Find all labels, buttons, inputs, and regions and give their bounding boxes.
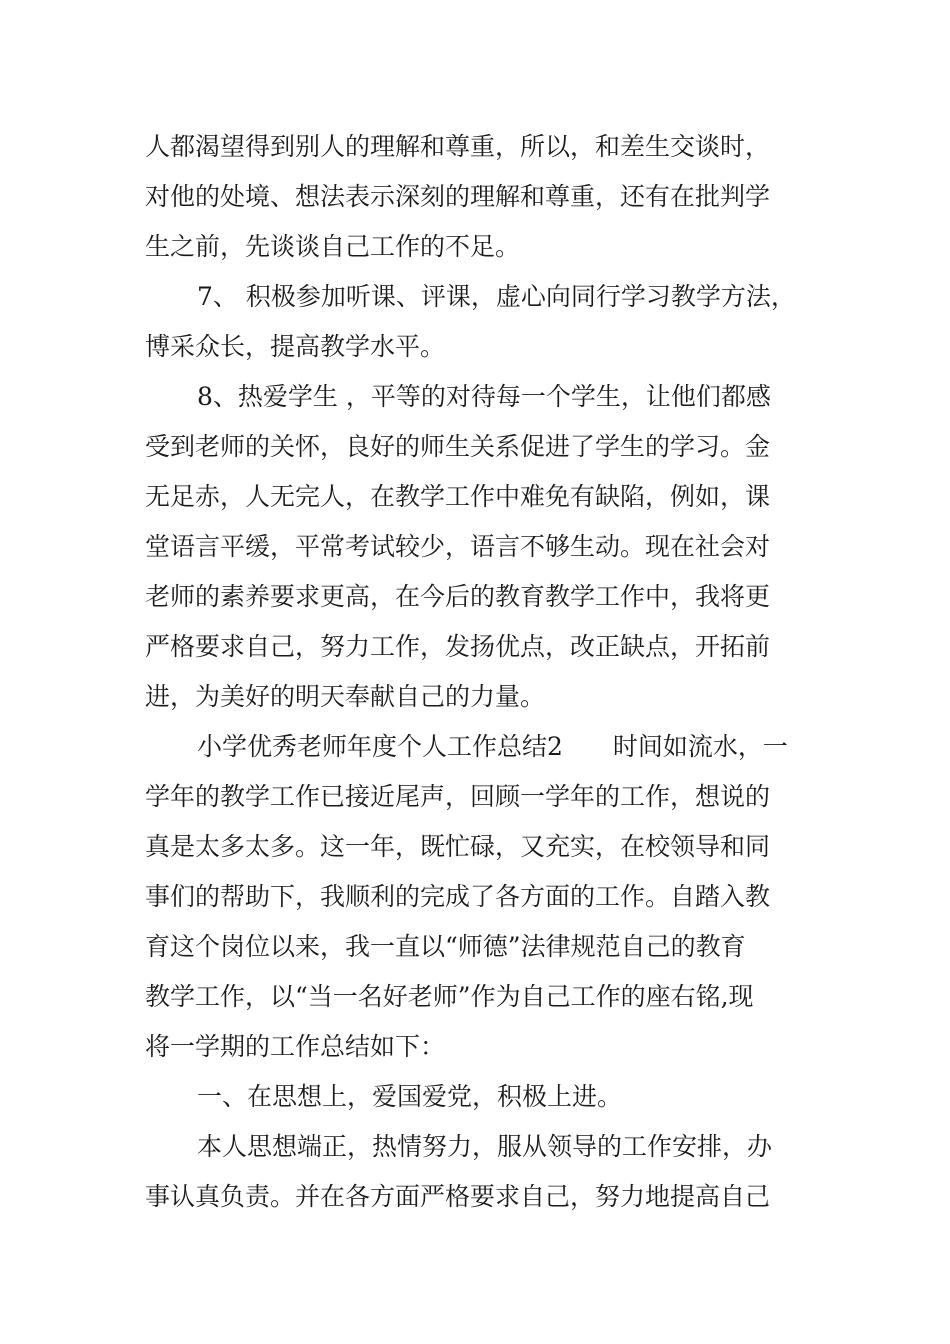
- text-line: 进，为美好的明天奉献自己的力量。: [145, 682, 546, 711]
- text-line: 8、热爱学生 ，平等的对待每一个学生，让他们都感: [197, 382, 771, 411]
- text-line: 受到老师的关怀，良好的师生关系促进了学生的学习。金: [145, 432, 771, 461]
- text-line: 教学工作，以“当一名好老师”作为自己工作的座右铭,现: [145, 982, 754, 1011]
- text-line: 本人思想端正，热情努力，服从领导的工作安排，办: [197, 1132, 773, 1161]
- text-line: 堂语言平缓，平常考试较少，语言不够生动。现在社会对: [145, 532, 771, 561]
- text-line: 事们的帮助下，我顺利的完成了各方面的工作。自踏入教: [145, 882, 771, 911]
- text-line: 严格要求自己，努力工作，发扬优点，改正缺点，开拓前: [145, 632, 771, 661]
- text-line: 人都渴望得到别人的理解和尊重，所以，和差生交谈时，: [145, 132, 771, 161]
- text-line: 育这个岗位以来，我一直以“师德”法律规范自己的教育: [145, 932, 746, 961]
- document-body: [145, 122, 835, 1222]
- text-line: 学年的教学工作已接近尾声，回顾一学年的工作，想说的: [145, 782, 771, 811]
- text-line: 生之前，先谈谈自己工作的不足。: [145, 232, 521, 261]
- text-line: 真是太多太多。这一年，既忙碌，又充实，在校领导和同: [145, 832, 771, 861]
- text-line: 事认真负责。并在各方面严格要求自己，努力地提高自己: [145, 1182, 771, 1211]
- text-line: 对他的处境、想法表示深刻的理解和尊重，还有在批判学: [145, 182, 771, 211]
- subsection-heading-line: 一、在思想上，爱国爱党，积极上进。: [197, 1082, 623, 1111]
- text-line: 将一学期的工作总结如下：: [145, 1032, 446, 1061]
- text-line: 博采众长，提高教学水平。: [145, 332, 446, 361]
- section-heading-line: 小学优秀老师年度个人工作总结2 时间如流水，一: [197, 732, 788, 761]
- text-line: 7、 积极参加听课、评课，虚心向同行学习教学方法，: [197, 282, 796, 311]
- text-line: 老师的素养要求更高，在今后的教育教学工作中，我将更: [145, 582, 771, 611]
- text-line: 无足赤，人无完人，在教学工作中难免有缺陷，例如，课: [145, 482, 771, 511]
